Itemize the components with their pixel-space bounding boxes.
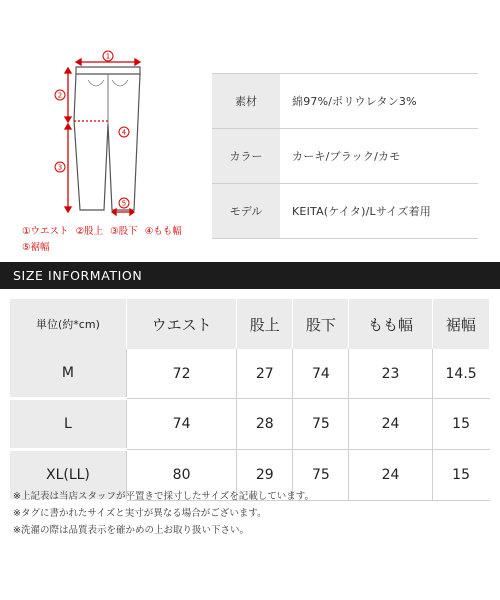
legend-thigh: ④もも幅 [144,226,182,237]
spec-value: 綿97%/ポリウレタン3% [280,74,478,129]
spec-label: モデル [212,184,280,239]
pants-outline-illustration [8,22,208,227]
pocket-left [88,80,104,86]
header-waist: ウエスト [126,299,236,349]
pocket-right [112,80,128,86]
cell-thigh: 24 [349,399,432,450]
note-line: ※タグに書かれたサイズと実寸が異なる場合がございます。 [13,508,267,519]
table-row [10,349,490,399]
legend-hem: ⑤裾幅 [22,242,50,253]
cell-rise: 28 [237,399,293,450]
waistband-shape [76,67,140,74]
notes-section [13,488,493,539]
measure-marker-4: 4 [121,128,127,137]
cell-thigh: 23 [349,349,432,399]
cell-hem: 14.5 [432,349,489,399]
table-row [10,399,490,450]
cell-rise: 27 [237,349,293,399]
spec-value: カーキ/ブラック/カモ [280,129,478,184]
cell-inseam: 75 [293,450,349,501]
legend-rise: ②股上 [75,226,104,237]
spec-row-model [212,184,478,239]
measurement-legend [22,224,222,256]
measure-marker-2: 2 [57,91,63,100]
legend-waist: ①ウエスト [22,226,69,237]
size-table [10,299,490,502]
cell-rise: 29 [237,450,293,501]
cell-inseam: 74 [293,349,349,399]
note-line: ※洗濯の際は品質表示を確かめの上お取り扱い下さい。 [13,525,249,536]
cell-waist: 74 [126,399,236,450]
spec-value: KEITA(ケイタ)/Lサイズ着用 [280,184,478,239]
header-thigh: もも幅 [349,299,432,349]
header-rise: 股上 [237,299,293,349]
size-information-banner: SIZE INFORMATION [0,262,500,289]
header-unit: 単位(約*cm) [10,299,126,349]
measure-marker-5: 5 [121,199,127,208]
size-label: M [10,349,126,399]
spec-row-color [212,129,478,184]
product-spec-section [0,0,500,258]
size-table-header-row [10,299,490,349]
cell-waist: 72 [126,349,236,399]
cell-waist: 80 [126,450,236,501]
size-label: L [10,399,126,450]
size-label: XL(LL) [10,450,126,501]
spec-label: カラー [212,129,280,184]
legend-inseam: ③股下 [110,226,138,237]
header-inseam: 股下 [293,299,349,349]
cell-hem: 15 [432,399,489,450]
header-hem: 裾幅 [432,299,489,349]
note-line: ※上記表は当店スタッフが平置きで採寸したサイズを記載しています。 [13,491,314,502]
cell-inseam: 75 [293,399,349,450]
spec-row-material [212,74,478,129]
spec-table [212,73,478,239]
measure-marker-3: 3 [57,163,63,172]
spec-label: 素材 [212,74,280,129]
measure-marker-1: 1 [105,52,111,61]
cell-thigh: 24 [349,450,432,501]
cell-hem: 15 [432,450,489,501]
pants-body-shape [74,74,140,210]
